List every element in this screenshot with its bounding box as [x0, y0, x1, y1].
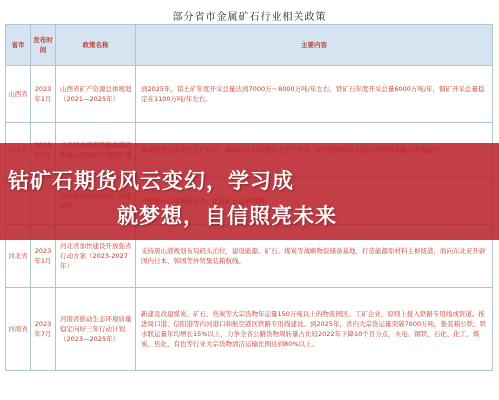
table-row [6, 66, 493, 123]
cell-date: 2023年7月 [31, 288, 56, 371]
header-province: 省市 [6, 25, 31, 66]
cell-policy: 河北省加快建设开放强省行动方案（2023-2027年） [56, 225, 136, 288]
cell-date: 2023年1月 [31, 225, 56, 288]
cell-province: 山西省 [6, 66, 31, 123]
header-policy: 政策名称 [56, 25, 136, 66]
cell-content: 新建及改建煤炭、矿石、焦炭等大宗货物年运量150万吨以上的物流园区、工矿企业，原则上接入铁路专用线或管道。推进周口港、信阳港等内河港口和航空港区铁路专用线建设。到2025年，省内大宗货运量突破7000万吨。集装箱公铁、铁水联运量年均增长15%以上，力争全省公路货物周转量占比较2022年下降10个百分点，火电、钢铁、石化、化工、煤炭、焦化、有色等行业大宗货物清洁运输比例达到80%以上。 [136, 288, 493, 371]
headline-line-2: 就梦想，自信照亮未来 [117, 204, 337, 228]
cell-policy: 河南省推动生态环境质量稳定向好三年行动计划（2023—2025年） [56, 288, 136, 371]
headline-line-1: 钴矿石期货风云变幻，学习成 [8, 169, 294, 193]
header-date: 发布时间 [31, 25, 56, 66]
cell-content: 支持唐山港规划布局码头泊位，建设能源、矿石、煤炭等战略物资储备基地，打造能源原材料主枢纽港，面向东北亚开辟国内日本、韩国等外贸集装箱航线。 [136, 225, 493, 288]
page-title: 部分省市金属矿石行业相关政策 [172, 12, 327, 23]
header-content: 主要内容 [136, 25, 493, 66]
cell-province: 河南省 [6, 288, 31, 371]
cell-province: 河北省 [6, 225, 31, 288]
table-header-row [6, 25, 493, 66]
cell-date: 2023年1月 [31, 66, 56, 123]
cell-content: 到2025年，铝土矿年度开采总量达到7000万～8000万吨/年左右，铁矿石年度开采总量6000万吨/年，铜矿开采总量稳定在1100万吨/年左右。 [136, 66, 493, 123]
table-row [6, 288, 493, 371]
cell-policy: 山西省矿产资源总体规划（2021—2025年） [56, 66, 136, 123]
